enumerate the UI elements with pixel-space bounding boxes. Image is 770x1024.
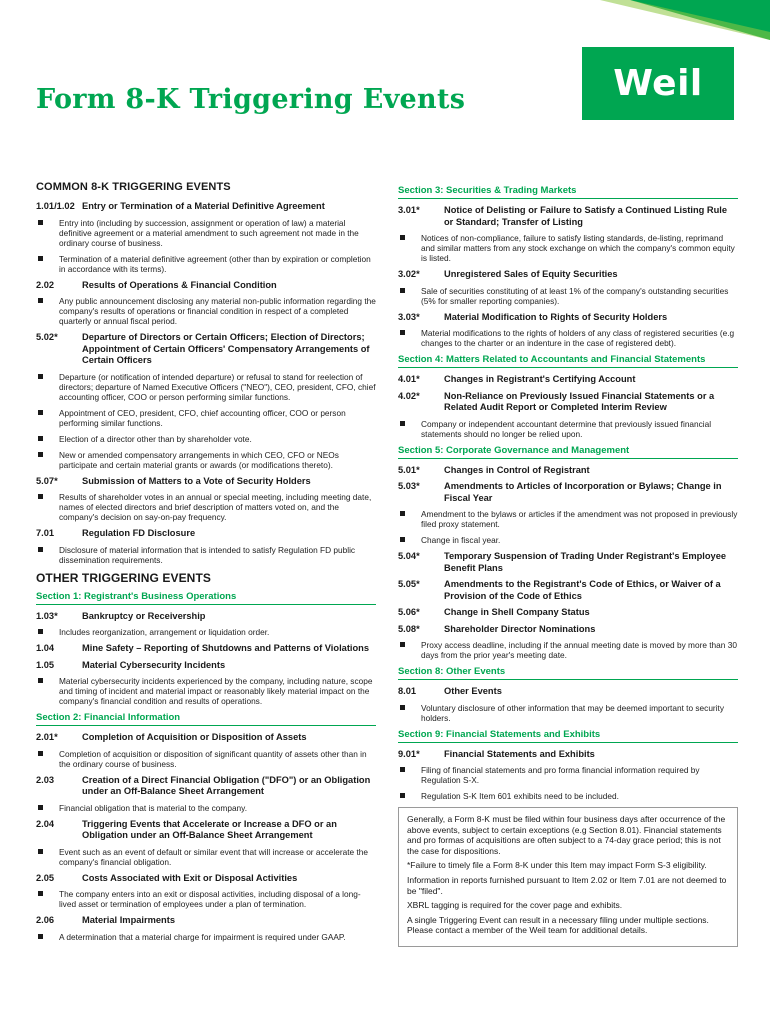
item-heading [398, 551, 738, 574]
item-title: Entry or Termination of a Material Definitive Agreement [82, 201, 325, 211]
square-bullet-icon [36, 803, 59, 813]
item-title: Amendments to the Registrant's Code of Ethics, or Waiver of a Provision of the Code of Ethics [444, 579, 721, 601]
bullet-text: Material cybersecurity incidents experienced by the company, including nature, scope and timing of incident and material impact or reasonably likely material impact on the company's financial condition and results of operations. [59, 676, 373, 706]
item-title: Departure of Directors or Certain Officers; Election of Directors; Appointment of Certain Officers' Compensatory Arrangements of Certain Officers [82, 332, 370, 365]
item-heading [36, 660, 376, 672]
item-number: 2.01* [36, 732, 58, 742]
section-heading: Section 3: Securities & Trading Markets [398, 185, 738, 199]
note-paragraph: Generally, a Form 8-K must be filed within four business days after occurrence of the above events, subject to certain exceptions (e.g Section 8.01). Financial statements and pro formas of acquisitions are often subject to a 74-day grace period; this is not the case for dispositions. [407, 814, 726, 856]
item-heading [398, 391, 738, 414]
note-paragraph: XBRL tagging is required for the cover page and exhibits. [407, 900, 623, 911]
square-bullet-icon [36, 749, 59, 769]
section-heading: Section 4: Matters Related to Accountants and Financial Statements [398, 354, 738, 368]
bullet-item [398, 765, 738, 785]
item-heading [36, 873, 376, 885]
square-bullet-icon [36, 218, 59, 248]
bullet-text: A determination that a material charge for impairment is required under GAAP. [59, 931, 346, 942]
item-number: 2.05 [36, 872, 55, 883]
bullet-item [398, 233, 738, 263]
item-title: Material Impairments [82, 915, 176, 925]
item-heading [36, 732, 376, 744]
filing-notes-box [398, 807, 738, 947]
item-number: 3.01* [398, 205, 420, 215]
item-heading [398, 374, 738, 386]
item-title: Changes in Control of Registrant [444, 464, 590, 475]
square-bullet-icon [36, 492, 59, 522]
item-number: 5.06* [398, 607, 420, 617]
item-heading [36, 476, 376, 488]
square-bullet-icon [36, 545, 59, 565]
square-bullet-icon [398, 509, 421, 529]
item-heading [398, 205, 738, 228]
bullet-text: Entry into (including by succession, assignment or operation of law) a material definitive agreement or a material amendment to such agreement not made in the ordinary course of business. [59, 217, 359, 248]
bullet-text: Disclosure of material information that is intended to satisfy Regulation FD public dissemination requirements. [59, 544, 356, 565]
item-title: Non-Reliance on Previously Issued Financial Statements or a Related Audit Report or Completed Interim Review [444, 390, 715, 412]
item-number: 7.01 [36, 528, 55, 538]
bullet-text: The company enters into an exit or disposal activities, including disposal of a long-lived asset or termination of employees under a plan of termination. [59, 889, 361, 909]
item-title: Change in Shell Company Status [444, 607, 590, 617]
section-heading: Section 2: Financial Information [36, 712, 376, 726]
item-heading [36, 915, 376, 927]
bullet-item [36, 545, 376, 565]
bullet-text: Includes reorganization, arrangement or liquidation order. [59, 627, 270, 637]
right-sections-list [398, 185, 738, 801]
item-title: Amendments to Articles of Incorporation or Bylaws; Change in Fiscal Year [444, 481, 722, 503]
item-title: Completion of Acquisition or Disposition of Assets [82, 732, 307, 742]
bullet-item [36, 434, 376, 444]
item-number: 5.04* [398, 551, 420, 561]
item-heading [36, 528, 376, 540]
square-bullet-icon [398, 328, 421, 348]
bullet-text: Completion of acquisition or disposition of significant quantity of assets other than in the ordinary course of business. [59, 748, 367, 769]
bullet-text: Company or independent accountant determine that previously issued financial statements should no longer be relied upon. [421, 418, 712, 439]
item-number: 5.08* [398, 623, 420, 634]
bullet-text: Termination of a material definitive agreement (other than by expiration or completion in accordance with its terms). [59, 253, 371, 274]
bullet-item [36, 932, 376, 942]
square-bullet-icon [398, 640, 421, 660]
square-bullet-icon [36, 932, 59, 942]
bullet-item [36, 492, 376, 522]
item-heading [398, 686, 738, 698]
bullet-text: Election of a director other than by shareholder vote. [59, 433, 252, 444]
item-title: Bankruptcy or Receivership [82, 610, 206, 621]
common-events-list [36, 201, 376, 565]
bullet-text: Amendment to the bylaws or articles if the amendment was not proposed in previously filed proxy statement. [421, 509, 738, 529]
item-heading [36, 332, 376, 367]
item-title: Regulation FD Disclosure [82, 528, 196, 538]
item-heading [36, 775, 376, 798]
item-title: Changes in Registrant's Certifying Account [444, 374, 636, 384]
item-number: 3.03* [398, 311, 420, 322]
common-events-heading: COMMON 8-K TRIGGERING EVENTS [36, 181, 231, 193]
bullet-item [398, 640, 738, 660]
bullet-item [36, 450, 376, 470]
bullet-text: Sale of securities constituting of at least 1% of the company's outstanding securities (5% for smaller reporting companies). [421, 285, 729, 306]
item-number: 2.04 [36, 818, 55, 829]
bullet-item [36, 803, 376, 813]
section-heading: Section 8: Other Events [398, 666, 738, 680]
item-number: 2.02 [36, 279, 55, 290]
item-heading [398, 749, 738, 761]
corner-decoration [570, 0, 770, 40]
item-heading [398, 269, 738, 281]
section-heading: Section 9: Financial Statements and Exhibits [398, 729, 738, 743]
bullet-item [36, 408, 376, 428]
item-number: 5.07* [36, 475, 58, 486]
item-title: Other Events [444, 686, 502, 696]
item-heading [36, 819, 376, 842]
bullet-item [36, 847, 376, 867]
bullet-text: Notices of non-compliance, failure to satisfy listing standards, de-listing, reprimand and similar matters from any stock exchange on which the company's common equity is listed. [421, 233, 735, 263]
bullet-item [36, 218, 376, 248]
bullet-item [398, 509, 738, 529]
item-number: 2.03 [36, 774, 55, 785]
item-heading [398, 607, 738, 619]
bullet-item [398, 328, 738, 348]
item-number: 1.04 [36, 643, 55, 653]
bullet-text: Results of shareholder votes in an annual or special meeting, including meeting date, names of elected directors and brief description of matters voted on, and the company's decision on say-on-pay frequency. [59, 492, 372, 522]
item-title: Submission of Matters to a Vote of Security Holders [82, 475, 311, 486]
item-heading [36, 611, 376, 623]
item-heading [398, 312, 738, 324]
item-title: Triggering Events that Accelerate or Increase a DFO or an Obligation under an Off-Balance Sheet Arrangement [82, 818, 337, 840]
square-bullet-icon [398, 535, 421, 545]
bullet-item [36, 372, 376, 402]
square-bullet-icon [36, 450, 59, 470]
weil-logo: Weil [582, 47, 734, 120]
bullet-text: Filing of financial statements and pro forma financial information required by Regulation S-X. [421, 765, 700, 785]
bullet-item [398, 703, 738, 723]
item-number: 5.01* [398, 464, 420, 475]
square-bullet-icon [398, 419, 421, 439]
item-number: 3.02* [398, 269, 420, 279]
item-number: 5.03* [398, 481, 420, 491]
note-paragraph: Information in reports furnished pursuant to Item 2.02 or Item 7.01 are not deemed to be "filed". [407, 874, 727, 896]
section-heading: Section 1: Registrant's Business Operations [36, 591, 376, 605]
other-events-list [36, 591, 376, 942]
item-number: 1.01/1.02 [36, 201, 75, 211]
note-paragraph: *Failure to timely file a Form 8-K under this Item may impact Form S-3 eligibility. [407, 860, 707, 871]
item-title: Financial Statements and Exhibits [444, 748, 595, 759]
bullet-text: Any public announcement disclosing any material non-public information regarding the company's results of operations or financial condition in respect of a completed quarterly or annual fiscal period. [59, 296, 376, 326]
square-bullet-icon [398, 765, 421, 785]
square-bullet-icon [398, 286, 421, 306]
bullet-text: Material modifications to the rights of holders of any class of registered securities (e.g changes to the charter or an indenture in the case of registered debt). [421, 328, 735, 348]
bullet-text: Change in fiscal year. [421, 535, 501, 545]
square-bullet-icon [398, 703, 421, 723]
bullet-item [398, 535, 738, 545]
item-number: 2.06 [36, 915, 55, 925]
note-paragraph: A single Triggering Event can result in a necessary filing under multiple sections. Please contact a member of the Weil team for additional details. [407, 914, 709, 936]
item-heading [398, 624, 738, 636]
item-number: 5.02* [36, 332, 58, 342]
bullet-text: Departure (or notification of intended departure) or refusal to stand for reelection of directors; departure of Named Executive Officers ("NEO"), CEO, president, CFO, chief accounting officer, COO or person performing similar functions. [59, 371, 376, 402]
page-title: Form 8-K Triggering Events [36, 84, 466, 115]
square-bullet-icon [398, 791, 421, 801]
item-heading [36, 201, 376, 213]
bullet-item [36, 627, 376, 637]
bullet-item [398, 286, 738, 306]
bullet-item [36, 254, 376, 274]
other-events-heading: OTHER TRIGGERING EVENTS [36, 570, 211, 585]
item-number: 4.02* [398, 390, 420, 401]
item-number: 1.03* [36, 610, 58, 621]
item-number: 4.01* [398, 374, 420, 384]
bullet-text: New or amended compensatory arrangements in which CEO, CFO or NEOs participate and certain material grants or awards (or modifications thereto). [59, 449, 339, 470]
item-heading [398, 465, 738, 477]
square-bullet-icon [36, 408, 59, 428]
item-heading [36, 280, 376, 292]
square-bullet-icon [398, 233, 421, 263]
item-title: Mine Safety – Reporting of Shutdowns and Patterns of Violations [82, 643, 370, 653]
item-number: 9.01* [398, 748, 420, 759]
bullet-item [36, 749, 376, 769]
left-column [36, 181, 376, 948]
item-title: Results of Operations & Financial Condition [82, 279, 277, 290]
item-number: 8.01 [398, 686, 417, 696]
bullet-item [36, 676, 376, 706]
item-title: Material Cybersecurity Incidents [82, 659, 226, 670]
square-bullet-icon [36, 889, 59, 909]
bullet-text: Financial obligation that is material to the company. [59, 802, 248, 813]
bullet-item [398, 419, 738, 439]
item-title: Material Modification to Rights of Security Holders [444, 311, 668, 322]
item-heading [398, 481, 738, 504]
square-bullet-icon [36, 676, 59, 706]
right-column [398, 181, 738, 947]
item-title: Costs Associated with Exit or Disposal Activities [82, 872, 298, 883]
square-bullet-icon [36, 372, 59, 402]
item-title: Temporary Suspension of Trading Under Registrant's Employee Benefit Plans [444, 551, 727, 573]
square-bullet-icon [36, 847, 59, 867]
item-title: Creation of a Direct Financial Obligation ("DFO") or an Obligation under an Off-Balance Sheet Arrangement [82, 774, 371, 796]
square-bullet-icon [36, 627, 59, 637]
bullet-text: Regulation S-K Item 601 exhibits need to be included. [421, 791, 619, 801]
section-heading: Section 5: Corporate Governance and Management [398, 445, 738, 459]
item-title: Shareholder Director Nominations [444, 623, 596, 634]
square-bullet-icon [36, 254, 59, 274]
item-number: 1.05 [36, 659, 55, 670]
square-bullet-icon [36, 296, 59, 326]
item-title: Unregistered Sales of Equity Securities [444, 269, 618, 279]
bullet-item [398, 791, 738, 801]
square-bullet-icon [36, 434, 59, 444]
item-heading [398, 579, 738, 602]
item-title: Notice of Delisting or Failure to Satisfy a Continued Listing Rule or Standard; Transfer of Listing [444, 205, 728, 227]
bullet-text: Voluntary disclosure of other information that may be deemed important to security holders. [421, 702, 724, 723]
bullet-text: Appointment of CEO, president, CFO, chief accounting officer, COO or person performing similar functions. [59, 407, 346, 428]
bullet-item [36, 296, 376, 326]
item-heading [36, 643, 376, 655]
bullet-text: Event such as an event of default or similar event that will increase or accelerate the company's financial obligation. [59, 846, 368, 867]
bullet-text: Proxy access deadline, including if the annual meeting date is moved by more than 30 days from the prior year's meeting date. [421, 640, 737, 660]
bullet-item [36, 889, 376, 909]
item-number: 5.05* [398, 579, 420, 589]
